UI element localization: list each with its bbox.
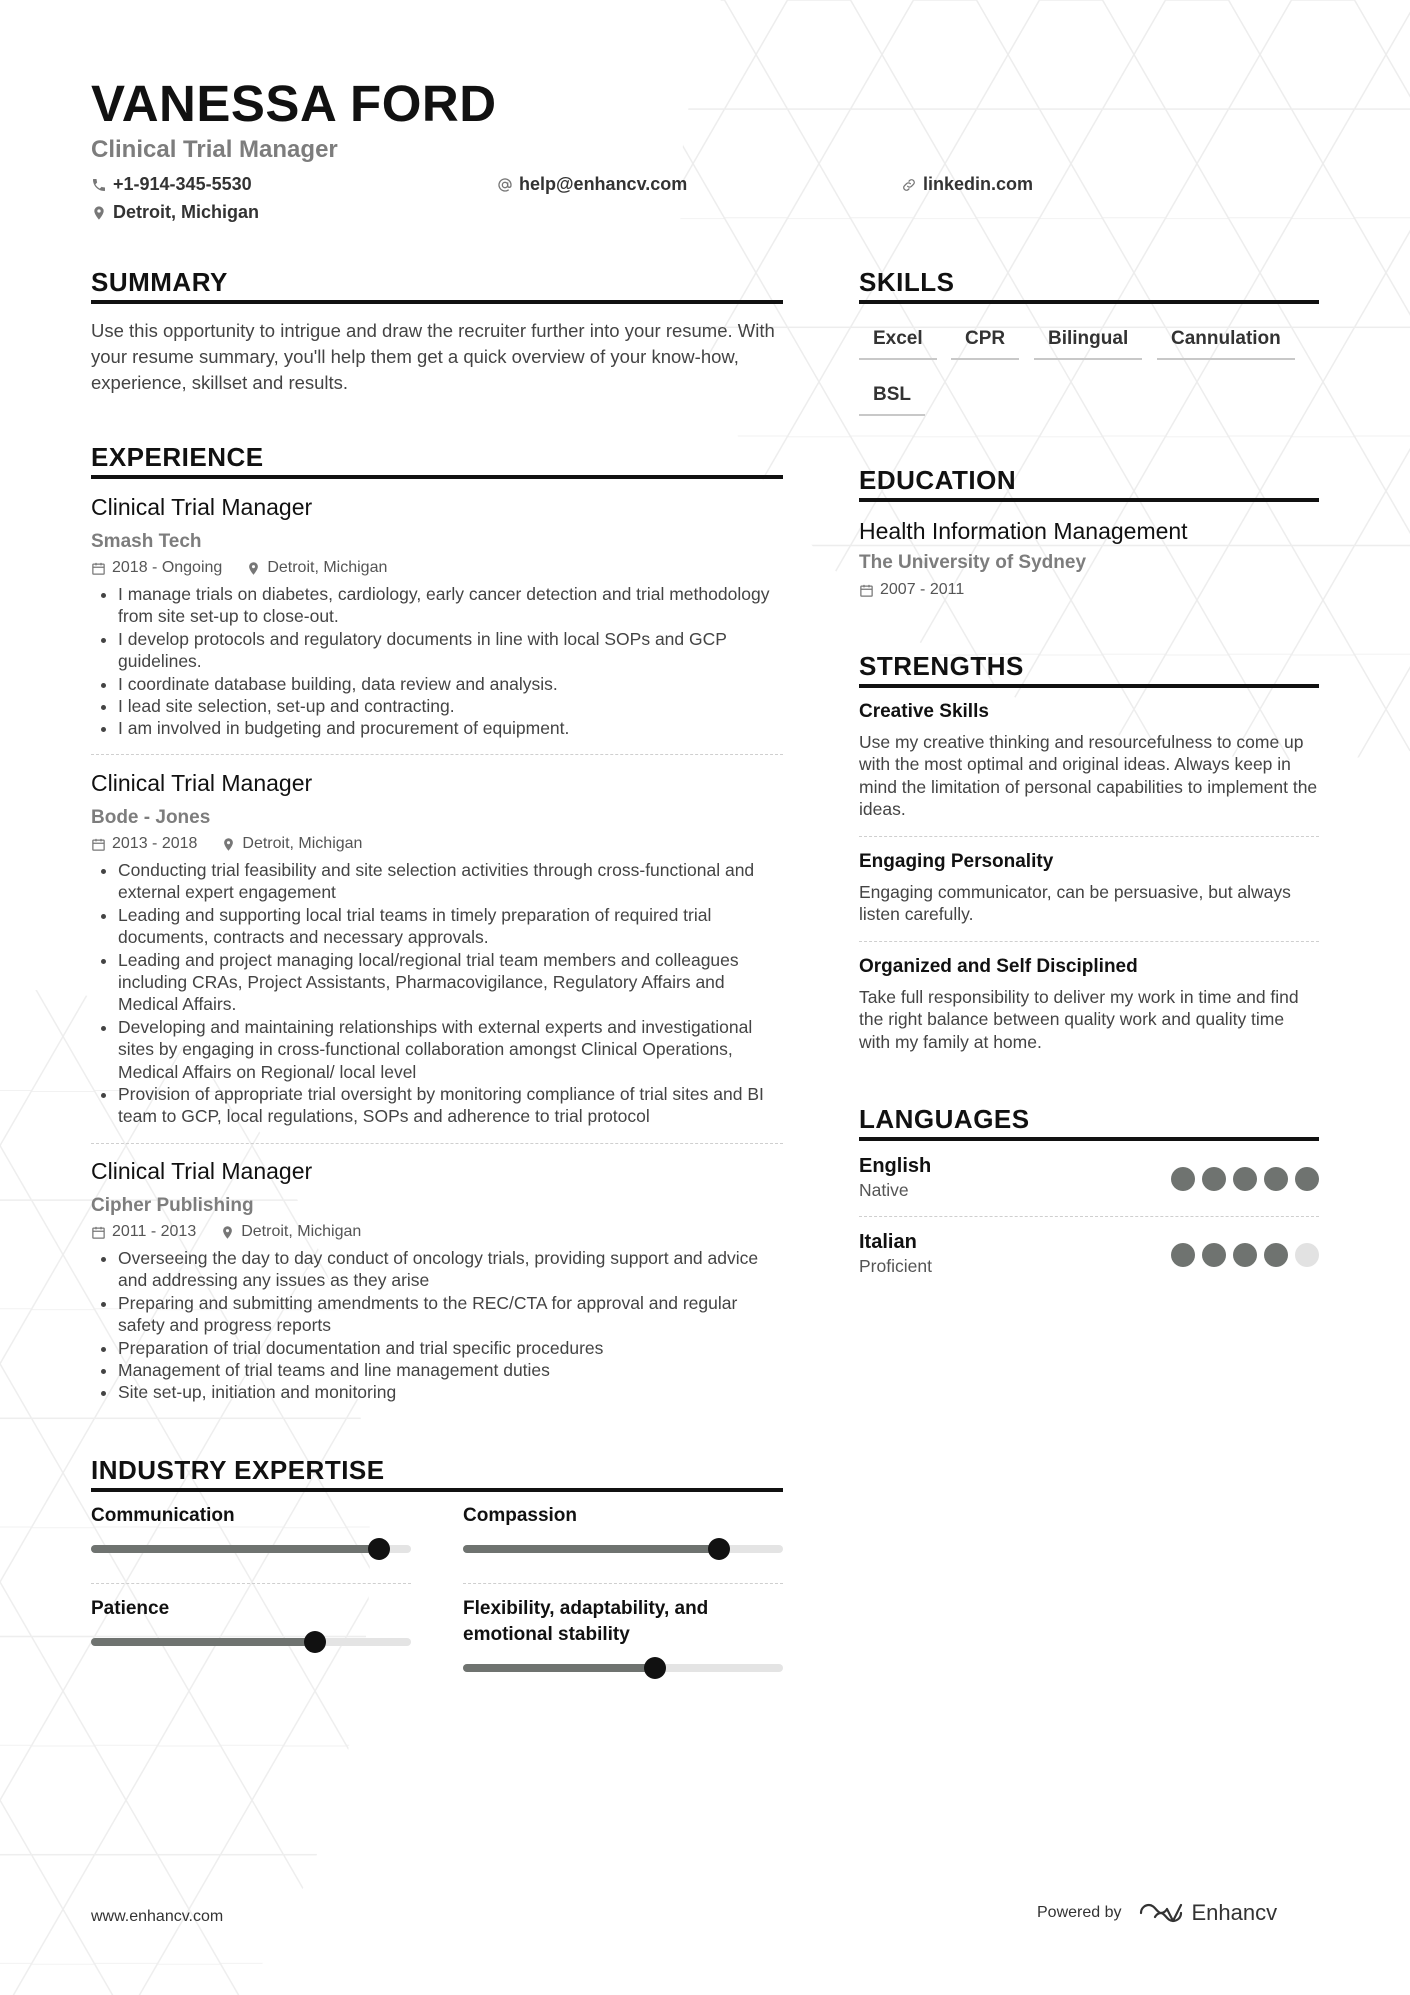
expertise-knob — [368, 1538, 390, 1560]
job-location-text: Detroit, Michigan — [267, 559, 388, 576]
divider — [91, 754, 783, 755]
expertise-fill — [91, 1545, 379, 1553]
strength-title: Creative Skills — [859, 701, 989, 722]
expertise-knob — [708, 1538, 730, 1560]
powered-by-label: Powered by — [1037, 1904, 1122, 1921]
job-company: Cipher Publishing — [91, 1195, 254, 1216]
candidate-title: Clinical Trial Manager — [91, 136, 338, 163]
location-text: Detroit, Michigan — [113, 202, 260, 222]
summary-text: Use this opportunity to intrigue and draw the recruiter further into your resume. With your resume summary, you'll help them get a quick overview of your know-how, experience, skillset and results. — [91, 320, 775, 393]
location-pin-icon — [220, 1225, 235, 1240]
job-company: Bode - Jones — [91, 807, 211, 828]
languages-heading: LANGUAGES — [859, 1104, 1030, 1134]
expertise-fill — [463, 1664, 655, 1672]
divider — [859, 836, 1319, 837]
expertise-label: Compassion — [463, 1505, 578, 1526]
skills-heading: SKILLS — [859, 267, 955, 297]
language-name: English — [859, 1155, 932, 1177]
expertise-fill — [91, 1638, 315, 1646]
enhancv-brand-text: Enhancv — [1191, 1900, 1278, 1925]
link-icon — [901, 177, 917, 193]
job-meta — [91, 835, 783, 853]
education-rule — [859, 498, 1319, 502]
language-level: Native — [859, 1180, 909, 1200]
strength-item — [859, 956, 1319, 1053]
job-title: Clinical Trial Manager — [91, 770, 313, 796]
language-rating — [1171, 1167, 1319, 1191]
strengths-heading: STRENGTHS — [859, 651, 1024, 681]
rating-dot-empty — [1295, 1243, 1319, 1267]
enhancv-logo[interactable] — [1138, 1900, 1278, 1926]
job-location — [246, 559, 387, 577]
job-meta — [91, 559, 783, 577]
skill-tag: Excel — [859, 328, 937, 360]
language-rating — [1171, 1243, 1319, 1267]
divider — [859, 1216, 1319, 1217]
job-bullet: • Preparing and submitting amendments to the REC/CTA for approval and regular safety and progress reports — [118, 1292, 783, 1337]
at-icon — [497, 177, 513, 193]
rating-dot-filled — [1202, 1243, 1226, 1267]
location-pin-icon — [91, 205, 107, 221]
calendar-icon — [91, 837, 106, 852]
expertise-item — [463, 1503, 783, 1553]
job-title: Clinical Trial Manager — [91, 1158, 313, 1184]
calendar-icon — [91, 1225, 106, 1240]
rating-dot-filled — [1202, 1167, 1226, 1191]
job-bullet: • I develop protocols and regulatory documents in line with local SOPs and GCP guidelines. — [118, 628, 783, 673]
language-level: Proficient — [859, 1256, 932, 1276]
rating-dot-filled — [1264, 1167, 1288, 1191]
skill-tag: Bilingual — [1034, 328, 1142, 360]
calendar-icon — [91, 561, 106, 576]
divider — [463, 1583, 783, 1584]
job-dates — [91, 835, 197, 853]
linkedin-url: linkedin.com — [923, 174, 1034, 194]
expertise-label: Flexibility, adaptability, and emotional stability — [463, 1598, 709, 1645]
phone-number: +1-914-345-5530 — [113, 174, 252, 194]
education-heading: EDUCATION — [859, 465, 1017, 495]
job-bullets — [91, 583, 783, 740]
education-school: The University of Sydney — [859, 552, 1087, 573]
job-dates-text: 2018 - Ongoing — [112, 559, 223, 576]
job-dates-text: 2011 - 2013 — [112, 1223, 197, 1240]
job-title: Clinical Trial Manager — [91, 494, 313, 520]
strength-desc: Engaging communicator, can be persuasive, but always listen carefully. — [859, 882, 1291, 925]
education-degree: Health Information Management — [859, 518, 1188, 544]
rating-dot-filled — [1264, 1243, 1288, 1267]
strength-item — [859, 701, 1319, 821]
industry-expertise-heading: INDUSTRY EXPERTISE — [91, 1455, 385, 1485]
job-dates — [91, 1223, 196, 1241]
strength-desc: Take full responsibility to deliver my work in time and find the right balance between quality work and quality time with my family at home. — [859, 987, 1299, 1052]
job-dates-text: 2013 - 2018 — [112, 835, 198, 852]
job-bullet: • Developing and maintaining relationships with external experts and investigational sites by engaging in cross-functional collaboration amongst Clinical Operations, Medical Affairs on Regional/ local level — [118, 1016, 783, 1083]
expertise-slider — [463, 1664, 783, 1672]
job-bullet: • Site set-up, initiation and monitoring — [118, 1381, 783, 1403]
rating-dot-filled — [1233, 1243, 1257, 1267]
expertise-slider — [91, 1638, 411, 1646]
job-bullet: • Preparation of trial documentation and trial specific procedures — [118, 1337, 783, 1359]
expertise-label: Patience — [91, 1598, 170, 1619]
expertise-slider — [463, 1545, 783, 1553]
job-bullet: • I lead site selection, set-up and contracting. — [118, 695, 783, 717]
email-address: help@enhancv.com — [519, 174, 688, 194]
education-dates — [859, 581, 964, 599]
job-bullets — [91, 859, 783, 1128]
job-bullet: • I am involved in budgeting and procurement of equipment. — [118, 717, 783, 739]
job-entry — [91, 770, 783, 1128]
rating-dot-filled — [1233, 1167, 1257, 1191]
strength-title: Organized and Self Disciplined — [859, 956, 1138, 977]
education-dates-text: 2007 - 2011 — [880, 581, 965, 598]
enhancv-logo-icon — [1138, 1901, 1184, 1925]
job-bullet: • Leading and project managing local/regional trial team members and colleagues including CRAs, Project Assistants, Pharmacovigilance, Regulatory Affairs and Medical Affairs. — [118, 949, 783, 1016]
job-bullet: • Leading and supporting local trial teams in timely preparation of required trial documents, contracts and necessary approvals. — [118, 904, 783, 949]
skill-tag: CPR — [951, 328, 1019, 360]
rating-dot-filled — [1295, 1167, 1319, 1191]
job-dates — [91, 559, 222, 577]
location-pin-icon — [246, 561, 261, 576]
job-entry — [91, 494, 783, 740]
job-meta — [91, 1223, 783, 1241]
language-name: Italian — [859, 1231, 917, 1253]
calendar-icon — [859, 583, 874, 598]
divider — [859, 941, 1319, 942]
footer-powered — [1037, 1900, 1277, 1926]
rating-dot-filled — [1171, 1243, 1195, 1267]
skills-rule — [859, 300, 1319, 304]
expertise-label: Communication — [91, 1505, 235, 1526]
location-pin-icon — [221, 837, 236, 852]
job-bullet: • Management of trial teams and line management duties — [118, 1359, 783, 1381]
languages-rule — [859, 1137, 1319, 1141]
strength-title: Engaging Personality — [859, 851, 1054, 872]
footer-website[interactable]: www.enhancv.com — [91, 1908, 224, 1925]
expertise-item — [91, 1596, 411, 1646]
job-bullet: • I manage trials on diabetes, cardiology, early cancer detection and trial methodology from site set-up to close-out. — [118, 583, 783, 628]
industry-expertise-rule — [91, 1488, 783, 1492]
expertise-fill — [463, 1545, 719, 1553]
rating-dot-filled — [1171, 1167, 1195, 1191]
expertise-knob — [304, 1631, 326, 1653]
job-bullet: • Overseeing the day to day conduct of oncology trials, providing support and advice and addressing any issues as they arise — [118, 1247, 783, 1292]
job-bullet: • Conducting trial feasibility and site selection activities through cross-functional and external expert engagement — [118, 859, 783, 904]
candidate-name: VANESSA FORD — [91, 75, 497, 132]
job-location-text: Detroit, Michigan — [241, 1223, 362, 1240]
strength-item — [859, 851, 1319, 926]
skill-tag: Cannulation — [1157, 328, 1295, 360]
phone-contact[interactable] — [91, 174, 252, 195]
job-location-text: Detroit, Michigan — [242, 835, 363, 852]
job-bullets — [91, 1247, 783, 1404]
experience-heading: EXPERIENCE — [91, 442, 264, 472]
job-entry — [91, 1158, 783, 1404]
expertise-knob — [644, 1657, 666, 1679]
divider — [91, 1583, 411, 1584]
job-location — [221, 835, 362, 853]
phone-icon — [91, 177, 107, 193]
experience-rule — [91, 475, 783, 479]
expertise-item — [463, 1596, 783, 1672]
job-bullet: • Provision of appropriate trial oversight by monitoring compliance of trial sites and BI team to GCP, local regulations, SOPs and adherence to trial protocol — [118, 1083, 783, 1128]
job-company: Smash Tech — [91, 531, 202, 552]
strength-desc: Use my creative thinking and resourcefulness to come up with the most optimal and original ideas. Always keep in mind the limitation of personal capabilities to implement the ideas. — [859, 732, 1318, 820]
location-contact — [91, 202, 259, 223]
job-bullet: • I coordinate database building, data review and analysis. — [118, 673, 783, 695]
skill-tag: BSL — [859, 384, 925, 416]
linkedin-contact[interactable] — [901, 174, 1033, 195]
expertise-slider — [91, 1545, 411, 1553]
email-contact[interactable] — [497, 174, 687, 195]
strengths-rule — [859, 684, 1319, 688]
summary-rule — [91, 300, 783, 304]
job-location — [220, 1223, 361, 1241]
divider — [91, 1143, 783, 1144]
expertise-item — [91, 1503, 411, 1553]
summary-heading: SUMMARY — [91, 267, 228, 297]
